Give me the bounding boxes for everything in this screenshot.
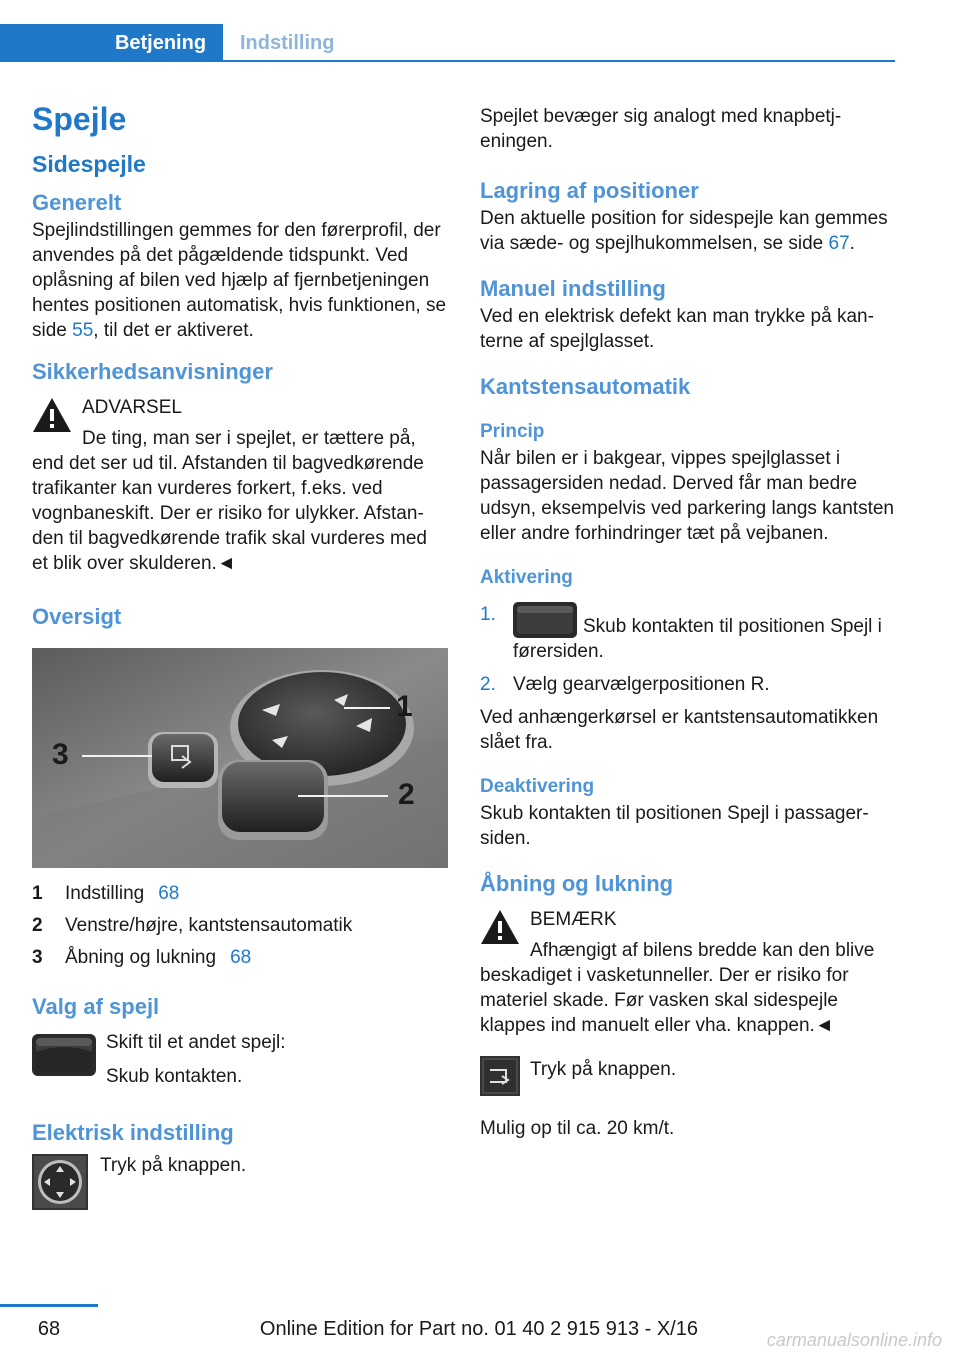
- step-number: 1.: [480, 604, 496, 625]
- select-mirror-row: [32, 1026, 448, 1094]
- warning-triangle-icon: [480, 909, 520, 945]
- legend-item: [32, 878, 448, 910]
- activation-steps: [480, 602, 895, 697]
- page-header: [0, 0, 895, 62]
- legend-label: Åbning og lukning: [65, 947, 217, 968]
- legend-number: 1: [32, 883, 43, 904]
- step-item: [480, 602, 895, 664]
- header-accent-block: [0, 24, 98, 62]
- legend-item: [32, 910, 448, 942]
- heading-aabning: Åbning og lukning: [480, 871, 674, 896]
- legend-item: [32, 942, 448, 974]
- manual-text: Ved en elektrisk defekt kan man trykke på kanterne af spejlglasset.: [480, 306, 874, 352]
- page-title: Spejle: [32, 101, 127, 137]
- select-line-1: Skift til et andet spejl:: [106, 1032, 286, 1053]
- heading-manuel: Manuel indstilling: [480, 276, 666, 301]
- electric-adjust-row: [32, 1152, 448, 1212]
- page-link-67[interactable]: 67: [828, 233, 850, 254]
- mirror-switch-icon: [32, 1034, 96, 1076]
- step-item: [480, 672, 895, 697]
- heading-princip: Princip: [480, 421, 545, 442]
- watermark: carmanualsonline.info: [766, 1330, 942, 1350]
- heading-valg-af-spejl: Valg af spejl: [32, 994, 160, 1019]
- heading-lagring: Lagring af positioner: [480, 178, 699, 203]
- storage-text-b: .: [849, 233, 855, 254]
- footer-accent-line: [0, 1304, 98, 1307]
- storage-paragraph: [480, 206, 895, 256]
- fold-button-row: [480, 1056, 895, 1104]
- step-text: Vælg gearvælgerpositionen R.: [513, 674, 770, 695]
- section-title-sidespejle: Sidespejle: [32, 151, 146, 177]
- fold-mirror-button-icon: [480, 1056, 520, 1096]
- page-number: 68: [37, 1318, 61, 1340]
- note-text: Afhængigt af bilens bredde kan den blive beskadiget i vasketunneller. Der er risiko for materiel skade. Før vasken skal sidespejle klappes ind manuelt eller vha. knappen.◄: [480, 940, 875, 1036]
- note-title: BEMÆRK: [530, 909, 617, 930]
- heading-elektrisk-indstilling: Elektrisk indstilling: [32, 1120, 234, 1145]
- warning-title: ADVARSEL: [82, 397, 182, 418]
- press-button-text: Tryk på knappen.: [530, 1059, 677, 1080]
- heading-kantsten: Kantstensautomatik: [480, 374, 691, 399]
- photo-callout-3: 3: [52, 738, 69, 771]
- legend-label: Venstre/højre, kantstensautomatik: [65, 915, 353, 936]
- select-line-2: Skub kontakten.: [106, 1066, 243, 1087]
- mirror-knob-icon: [32, 1154, 88, 1210]
- heading-oversigt: Oversigt: [32, 604, 122, 629]
- general-paragraph: [32, 218, 448, 343]
- tab-betjening[interactable]: Betjening: [98, 24, 223, 62]
- right-column: [480, 104, 895, 1141]
- intro-text: Spejlet bevæger sig analogt med knapbetjeningen.: [480, 106, 842, 152]
- mirror-controls-photo: [32, 648, 448, 868]
- heading-deaktivering: Deaktivering: [480, 776, 595, 797]
- speed-text: Mulig op til ca. 20 km/t.: [480, 1118, 675, 1139]
- legend-number: 3: [32, 947, 43, 968]
- overview-legend: [32, 878, 448, 974]
- legend-number: 2: [32, 915, 43, 936]
- principle-text: Når bilen er i bakgear, vippes spejlglasset i passagersiden nedad. Derved får man bedre udsyn, eksempelvis ved parkering langs kantsten eller andre forhindringer tæt på vejbanen.: [480, 448, 895, 544]
- warning-box: [32, 395, 448, 576]
- storage-text-a: Den aktuelle position for sidespejle kan gemmes via sæde- og spejlhukommelsen, se side: [480, 208, 888, 254]
- general-text-a: Spejlindstillingen gemmes for den førerprofil, der anvendes på det pågældende tidspunkt. Ved oplåsning af bilen ved hjælp af fjernbetjeningen hentes positionen automatisk, hvis funktionen, se side: [32, 220, 447, 341]
- note-box: [480, 907, 895, 1038]
- photo-callout-2: 2: [398, 778, 415, 811]
- legend-page-link[interactable]: 68: [158, 883, 180, 904]
- photo-callout-1: 1: [396, 690, 413, 723]
- step-text: Skub kontakten til positionen Spejl i førersiden.: [513, 616, 882, 662]
- legend-page-link[interactable]: 68: [230, 947, 252, 968]
- heading-aktivering: Aktivering: [480, 567, 573, 588]
- step-number: 2.: [480, 674, 496, 695]
- warning-text: De ting, man ser i spejlet, er tættere på, end det ser ud til. Afstanden til bagvedkørende trafikanter kan vurderes forkert, f.eks. ved vognbaneskift. Der er risiko for ulykker. Afstanden til bagvedkørende trafik skal vurderes med et blik over skulderen.◄: [32, 428, 427, 574]
- trailer-text: Ved anhængerkørsel er kantstensautomatikken slået fra.: [480, 707, 879, 753]
- left-column: [32, 96, 448, 1212]
- heading-sikkerhed: Sikkerhedsanvisninger: [32, 359, 273, 384]
- deactivation-text: Skub kontakten til positionen Spejl i passagersiden.: [480, 803, 869, 849]
- mirror-switch-icon: [513, 602, 577, 638]
- general-text-b: , til det er aktiveret.: [93, 320, 254, 341]
- heading-generelt: Generelt: [32, 190, 122, 215]
- header-divider: [0, 60, 895, 62]
- warning-triangle-icon: [32, 397, 72, 433]
- edition-text: Online Edition for Part no. 01 40 2 915 913 - X/16: [259, 1318, 698, 1340]
- electric-line-1: Tryk på knappen.: [100, 1155, 247, 1176]
- page-link-55[interactable]: 55: [72, 320, 94, 341]
- legend-label: Indstilling: [65, 883, 145, 904]
- tab-indstilling[interactable]: Indstilling: [240, 32, 335, 54]
